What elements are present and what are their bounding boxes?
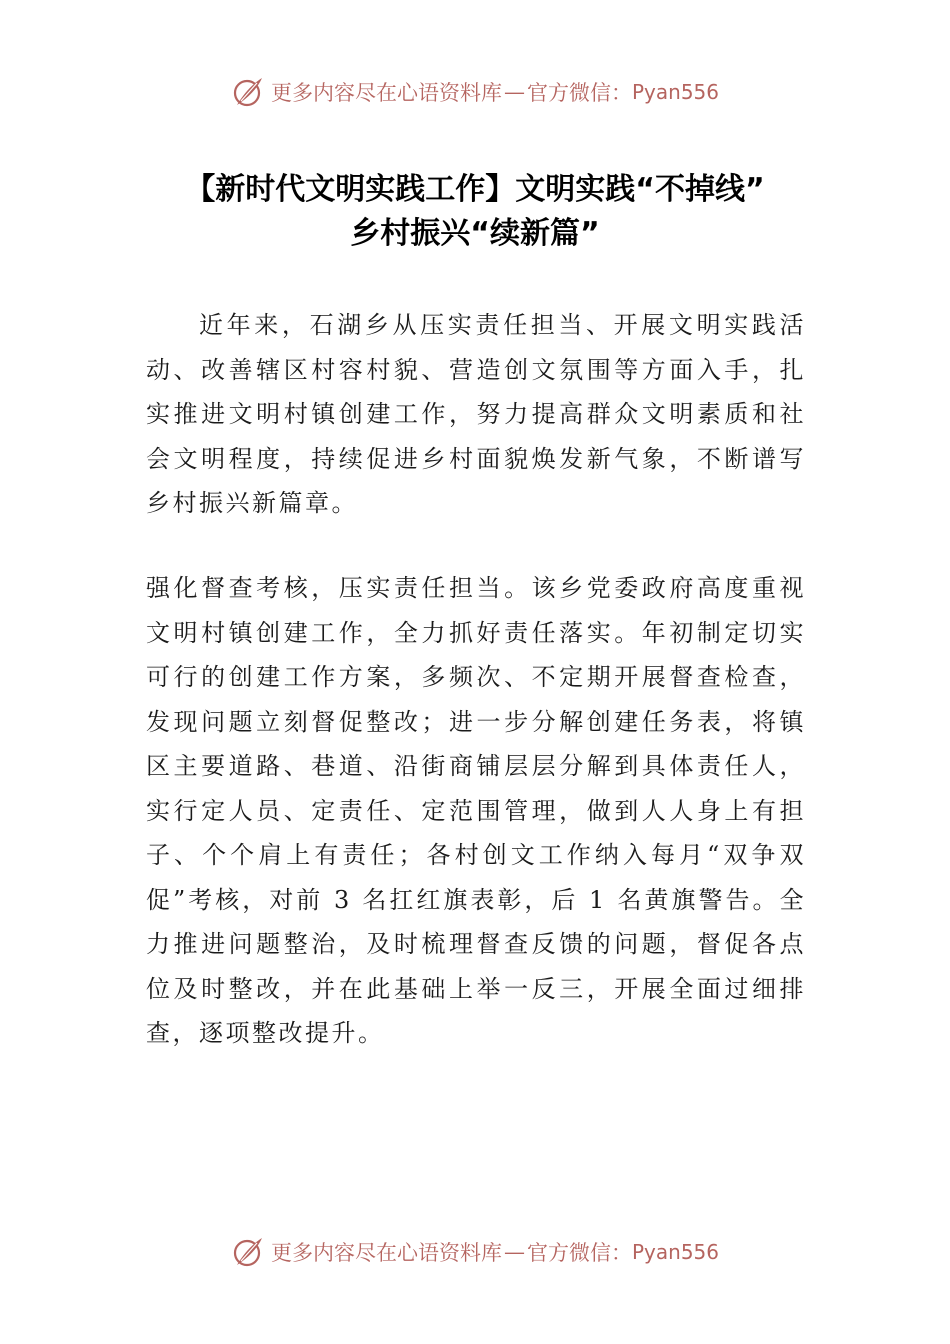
- quill-logo-icon: [231, 75, 265, 109]
- watermark-account-id: Pyan556: [631, 80, 719, 104]
- watermark-account-label: 官方微信：: [526, 81, 632, 105]
- footer-watermark: [0, 1232, 950, 1272]
- watermark-account-label: 官方微信：: [526, 1241, 632, 1265]
- watermark-text: 更多内容尽在心语资料库: [270, 81, 502, 105]
- title-line-2: 乡村振兴“续新篇”: [350, 216, 600, 251]
- quill-logo-icon: [231, 1235, 265, 1269]
- paragraph-intro: 近年来，石湖乡从压实责任担当、开展文明实践活动、改善辖区村容村貌、营造创文氛围等方面入手，扎实推进文明村镇创建工作，努力提高群众文明素质和社会文明程度，持续促进乡村面貌焕发新气象，不断谱写乡村振兴新篇章。: [146, 311, 806, 517]
- watermark-separator: —: [503, 1240, 525, 1264]
- title-line-1: 【新时代文明实践工作】文明实践“不掉线”: [185, 172, 765, 207]
- watermark-text: 更多内容尽在心语资料库: [270, 1241, 502, 1265]
- paragraph-supervision: 强化督查考核，压实责任担当。该乡党委政府高度重视文明村镇创建工作，全力抓好责任落实。年初制定切实可行的创建工作方案，多频次、不定期开展督查检查，发现问题立刻督促整改；进一步分解创建任务表，将镇区主要道路、巷道、沿街商铺层层分解到具体责任人，实行定人员、定责任、定范围管理，做到人人身上有担子、个个肩上有责任；各村创文工作纳入每月“双争双促”考核，对前 3 名扛红旗表彰，后 1 名黄旗警告。全力推进问题整治，及时梳理督查反馈的问题，督促各点位及时整改，并在此基础上举一反三，开展全面过细排查，逐项整改提升。: [146, 574, 806, 1047]
- document-title: [100, 168, 850, 256]
- watermark-separator: —: [503, 80, 525, 104]
- header-watermark: [0, 72, 950, 112]
- watermark-account-id: Pyan556: [631, 1240, 719, 1264]
